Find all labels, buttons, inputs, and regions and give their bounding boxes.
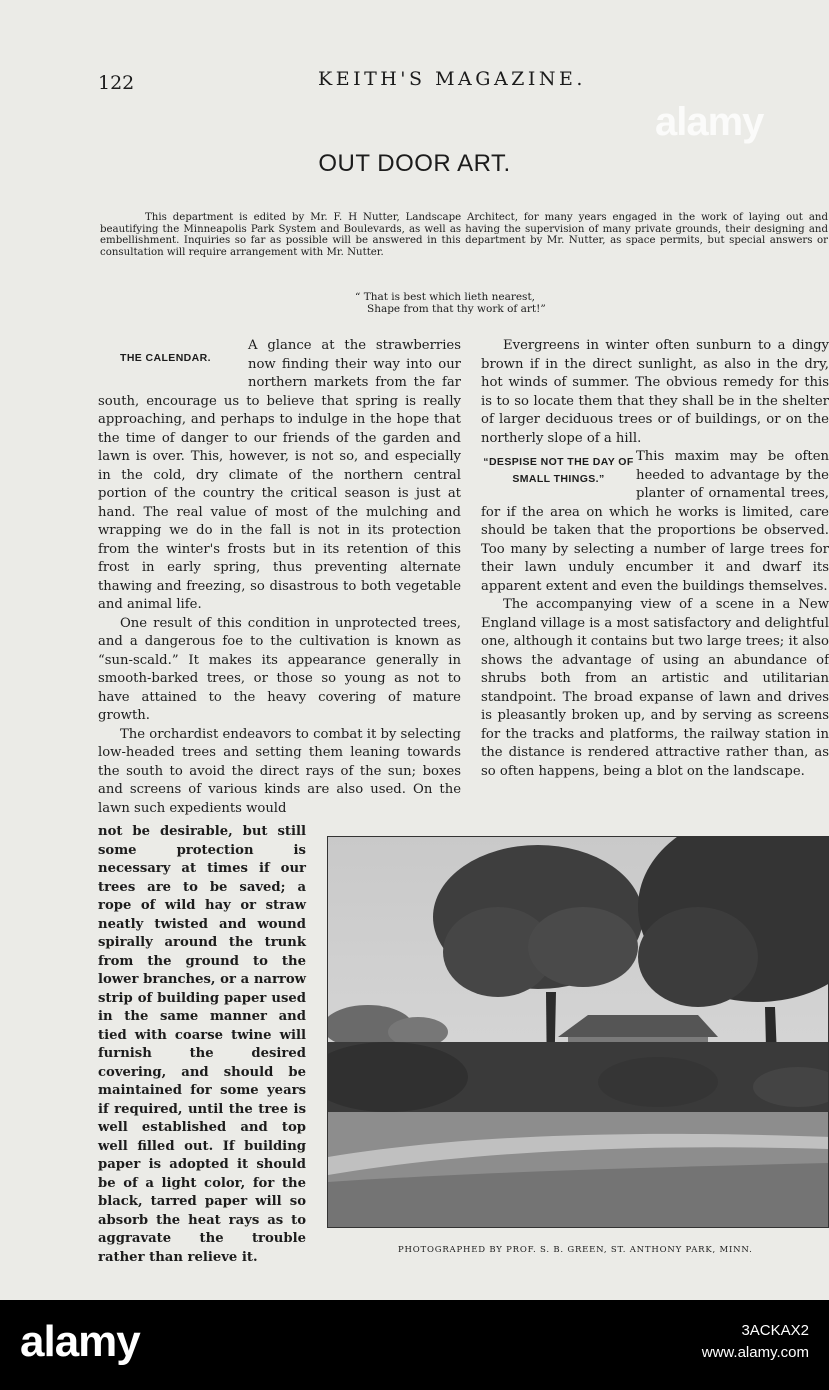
paragraph: A glance at the strawberries now finding their way into our northern markets from the far south, encourage us to believe that spring is really approaching, and perhaps to indulge in the hope that the time of danger to our friends of the garden and lawn is over. This, however, is not so, and especially in the cold, dry climate of the northern central portion of the country the critical season is just at hand. The real value of most of the mulching and wrapping we do in the fall is not in its protection from the winter's frosts but in its retention of this frost in early spring, thus preventing alternate thawing and freezing, so disastrous to both vegetable and animal life. bbox=[98, 338, 461, 612]
watermark-logo: alamy bbox=[655, 100, 764, 144]
paragraph: This maxim may be often heeded to advantage by the planter of ornamental trees, for if the area on which he works is limited, care should be taken that the proportions be observed. Too many by selecting a number of large trees for their lawn unduly encumber it and dwarf its apparent extent and even the buildings themselves. bbox=[481, 449, 829, 594]
image-id: 3ACKAX2 bbox=[741, 1322, 809, 1339]
page-number: 122 bbox=[98, 72, 135, 94]
paragraph: The accompanying view of a scene in a New England village is a most satisfactory and delightful one, although it contains but two large trees; it also shows the advantage of using an abundance of shrubs both from an artistic and utilitarian standpoint. The broad expanse of lawn and drives is pleasantly broken up, and by serving as screens for the tracks and platforms, the railway station in the distance is rendered attractive rather than, as so often happens, being a blot on the landscape. bbox=[481, 597, 829, 779]
watermark-info bbox=[702, 1320, 809, 1364]
site-url: www.alamy.com bbox=[701, 1344, 809, 1361]
paragraph: One result of this condition in unprotected trees, and a dangerous foe to the cultivation is known as “sun-scald.” It makes its appearance generally in smooth-barked trees, or those so young as not to have attained to the heavy covering of mature growth. bbox=[98, 615, 461, 723]
watermark-bar bbox=[0, 1300, 829, 1390]
paragraph: Evergreens in winter often sunburn to a dingy brown if in the direct sunlight, as also in the dry, hot winds of summer. The obvious remedy for this is to so locate them that they shall be in the shelter of larger deciduous trees or of buildings, or on the northerly slope of a hill. bbox=[481, 338, 829, 446]
photo-credit: PHOTOGRAPHED BY PROF. S. B. GREEN, ST. ANTHONY PARK, MINN. bbox=[398, 1245, 753, 1255]
section-heading-calendar: THE CALENDAR. bbox=[120, 352, 211, 364]
narrow-paragraph: not be desirable, but still some protection is necessary at times if our trees are to be saved; a rope of wild hay or straw neatly twisted and wound spirally around the trunk from the ground to the lower branches, or a narrow strip of building paper used in the same manner and tied with coarse twine will furnish the desired covering, and should be maintained for some years if required, until the tree is well established and top well filled out. If building paper is adopted it should be of a light color, for the black, tarred paper will so absorb the heat rays as to aggravate the trouble rather than relieve it. bbox=[98, 824, 306, 1265]
section-heading-small-things: “DESPISE NOT THE DAY OF SMALL THINGS.” bbox=[483, 456, 634, 485]
epigraph-line: Shape from that thy work of art!” bbox=[367, 303, 546, 315]
paragraph: The orchardist endeavors to combat it by selecting low-headed trees and setting them leaning towards the south to avoid the direct rays of the sun; boxes and screens of various kinds are also used. On the lawn such expedients would bbox=[98, 726, 461, 816]
epigraph bbox=[355, 291, 546, 315]
epigraph-line: “ That is best which lieth nearest, bbox=[355, 291, 536, 303]
magazine-title: KEITH'S MAGAZINE. bbox=[318, 68, 586, 90]
editor-note: This department is edited by Mr. F. H Nutter, Landscape Architect, for many years engaged in the work of laying out and beautifying the Minneapolis Park System and Boulevards, as well as having the supervision of many private grounds, their designing and embellishment. Inquiries so far as possible will be answered in this department by Mr. Nutter, as space permits, but special answers or consultation will require arrangement with Mr. Nutter. bbox=[100, 212, 828, 258]
landscape-photo bbox=[327, 836, 829, 1228]
watermark-brand: alamy bbox=[20, 1317, 140, 1366]
landscape-photo-drawing bbox=[328, 837, 829, 1228]
left-column bbox=[98, 337, 461, 818]
article-title: OUT DOOR ART. bbox=[318, 150, 511, 177]
right-column bbox=[481, 337, 829, 781]
